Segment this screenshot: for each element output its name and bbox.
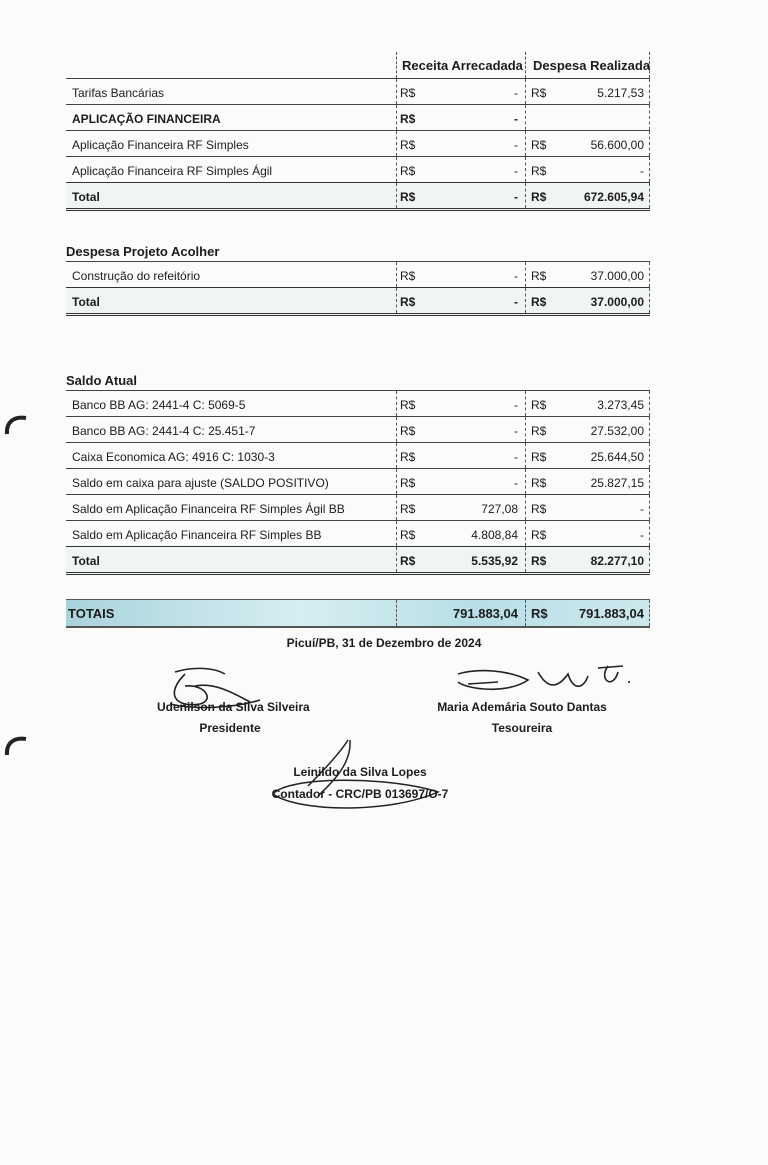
grand-totals-row bbox=[66, 599, 650, 628]
despesa-value: - bbox=[640, 502, 644, 516]
section-title-saldo: Saldo Atual bbox=[66, 373, 138, 388]
despesa-value: 5.217,53 bbox=[597, 86, 644, 100]
total-row bbox=[66, 182, 650, 211]
receita-value: - bbox=[514, 398, 518, 412]
receita-currency: R$ bbox=[400, 86, 416, 100]
receita-value: - bbox=[514, 295, 518, 309]
row-label: Saldo em Aplicação Financeira RF Simples Ágil BB bbox=[72, 502, 345, 516]
despesa-currency: R$ bbox=[531, 476, 547, 490]
signature-contador bbox=[270, 765, 450, 801]
receita-value: 5.535,92 bbox=[471, 554, 518, 568]
receita-currency: R$ bbox=[400, 528, 416, 542]
despesa-currency: R$ bbox=[531, 502, 547, 516]
despesa-currency: R$ bbox=[531, 86, 547, 100]
despesa-currency: R$ bbox=[531, 295, 547, 309]
receita-value: - bbox=[514, 269, 518, 283]
despesa-currency: R$ bbox=[531, 190, 547, 204]
receita-currency: R$ bbox=[400, 476, 416, 490]
row-label: Caixa Economica AG: 4916 C: 1030-3 bbox=[72, 450, 275, 464]
table-row bbox=[66, 494, 650, 520]
row-label: Total bbox=[72, 190, 100, 204]
column-header-row bbox=[66, 52, 650, 78]
row-label: Total bbox=[72, 295, 100, 309]
despesa-value: - bbox=[640, 164, 644, 178]
table-row bbox=[66, 104, 650, 130]
table-row bbox=[66, 156, 650, 182]
projeto-acolher-block bbox=[66, 261, 650, 316]
totais-currency: R$ bbox=[531, 606, 548, 621]
despesa-value: 25.644,50 bbox=[590, 450, 644, 464]
receita-currency: R$ bbox=[400, 138, 416, 152]
despesa-value: 3.273,45 bbox=[597, 398, 644, 412]
receita-value: - bbox=[514, 112, 518, 126]
row-label: Saldo em caixa para ajuste (SALDO POSITIVO) bbox=[72, 476, 329, 490]
despesa-currency: R$ bbox=[531, 554, 547, 568]
receita-value: - bbox=[514, 424, 518, 438]
punch-hole-icon bbox=[4, 735, 28, 759]
header-despesa: Despesa Realizada bbox=[533, 58, 651, 73]
expenses-block bbox=[66, 78, 650, 211]
receita-currency: R$ bbox=[400, 502, 416, 516]
receita-value: 727,08 bbox=[481, 502, 518, 516]
despesa-value: 82.277,10 bbox=[590, 554, 644, 568]
receita-currency: R$ bbox=[400, 269, 416, 283]
table-row bbox=[66, 520, 650, 546]
despesa-currency: R$ bbox=[531, 164, 547, 178]
receita-currency: R$ bbox=[400, 450, 416, 464]
row-label: Banco BB AG: 2441-4 C: 5069-5 bbox=[72, 398, 246, 412]
signature-tesoureira bbox=[436, 700, 608, 735]
despesa-currency: R$ bbox=[531, 528, 547, 542]
row-label: APLICAÇÃO FINANCEIRA bbox=[72, 112, 221, 126]
signature-scribble-tesoureira bbox=[448, 660, 638, 700]
saldo-atual-block bbox=[66, 390, 650, 575]
table-row bbox=[66, 261, 650, 287]
contador-role: Contador - CRC/PB 013697/O-7 bbox=[271, 787, 449, 801]
receita-value: 4.808,84 bbox=[471, 528, 518, 542]
despesa-value: 672.605,94 bbox=[583, 190, 644, 204]
section-title-acolher: Despesa Projeto Acolher bbox=[66, 244, 220, 259]
despesa-currency: R$ bbox=[531, 450, 547, 464]
receita-value: - bbox=[514, 190, 518, 204]
table-row bbox=[66, 416, 650, 442]
receita-currency: R$ bbox=[400, 554, 416, 568]
receita-value: - bbox=[514, 450, 518, 464]
row-label: Total bbox=[72, 554, 100, 568]
despesa-value: 56.600,00 bbox=[590, 138, 644, 152]
receita-value: - bbox=[514, 138, 518, 152]
signature-presidente bbox=[157, 700, 310, 735]
receita-currency: R$ bbox=[400, 424, 416, 438]
row-label: Saldo em Aplicação Financeira RF Simples BB bbox=[72, 528, 322, 542]
table-row bbox=[66, 390, 650, 416]
table-row bbox=[66, 78, 650, 104]
despesa-currency: R$ bbox=[531, 424, 547, 438]
contador-name: Leinildo da Silva Lopes bbox=[293, 765, 427, 779]
despesa-value: - bbox=[640, 528, 644, 542]
financial-statement bbox=[66, 52, 650, 628]
receita-currency: R$ bbox=[400, 398, 416, 412]
row-label: Aplicação Financeira RF Simples Ágil bbox=[72, 164, 273, 178]
totais-label: TOTAIS bbox=[68, 606, 115, 621]
despesa-currency: R$ bbox=[531, 398, 547, 412]
receita-currency: R$ bbox=[400, 295, 416, 309]
row-label: Banco BB AG: 2441-4 C: 25.451-7 bbox=[72, 424, 256, 438]
totais-despesa: 791.883,04 bbox=[578, 606, 644, 621]
receita-currency: R$ bbox=[400, 112, 416, 126]
despesa-value: 27.532,00 bbox=[590, 424, 644, 438]
despesa-value: 37.000,00 bbox=[590, 269, 644, 283]
receita-currency: R$ bbox=[400, 164, 416, 178]
totais-receita: 791.883,04 bbox=[452, 606, 518, 621]
punch-hole-icon bbox=[4, 414, 28, 438]
despesa-value: 25.827,15 bbox=[590, 476, 644, 490]
total-row bbox=[66, 287, 650, 316]
row-label: Tarifas Bancárias bbox=[72, 86, 165, 100]
despesa-currency: R$ bbox=[531, 138, 547, 152]
receita-value: - bbox=[514, 164, 518, 178]
header-receita: Receita Arrecadada bbox=[402, 58, 523, 73]
total-row bbox=[66, 546, 650, 575]
table-row bbox=[66, 442, 650, 468]
receita-currency: R$ bbox=[400, 190, 416, 204]
date-line: Picuí/PB, 31 de Dezembro de 2024 bbox=[286, 636, 482, 650]
table-row bbox=[66, 130, 650, 156]
table-row bbox=[66, 468, 650, 494]
despesa-currency: R$ bbox=[531, 269, 547, 283]
receita-value: - bbox=[514, 476, 518, 490]
row-label: Construção do refeitório bbox=[72, 269, 201, 283]
presidente-name: Udenilson da Silva Silveira bbox=[157, 700, 310, 714]
row-label: Aplicação Financeira RF Simples bbox=[72, 138, 249, 152]
receita-value: - bbox=[514, 86, 518, 100]
despesa-value: 37.000,00 bbox=[590, 295, 644, 309]
tesoureira-role: Tesoureira bbox=[491, 721, 553, 735]
tesoureira-name: Maria Ademária Souto Dantas bbox=[437, 700, 607, 714]
presidente-role: Presidente bbox=[199, 721, 261, 735]
